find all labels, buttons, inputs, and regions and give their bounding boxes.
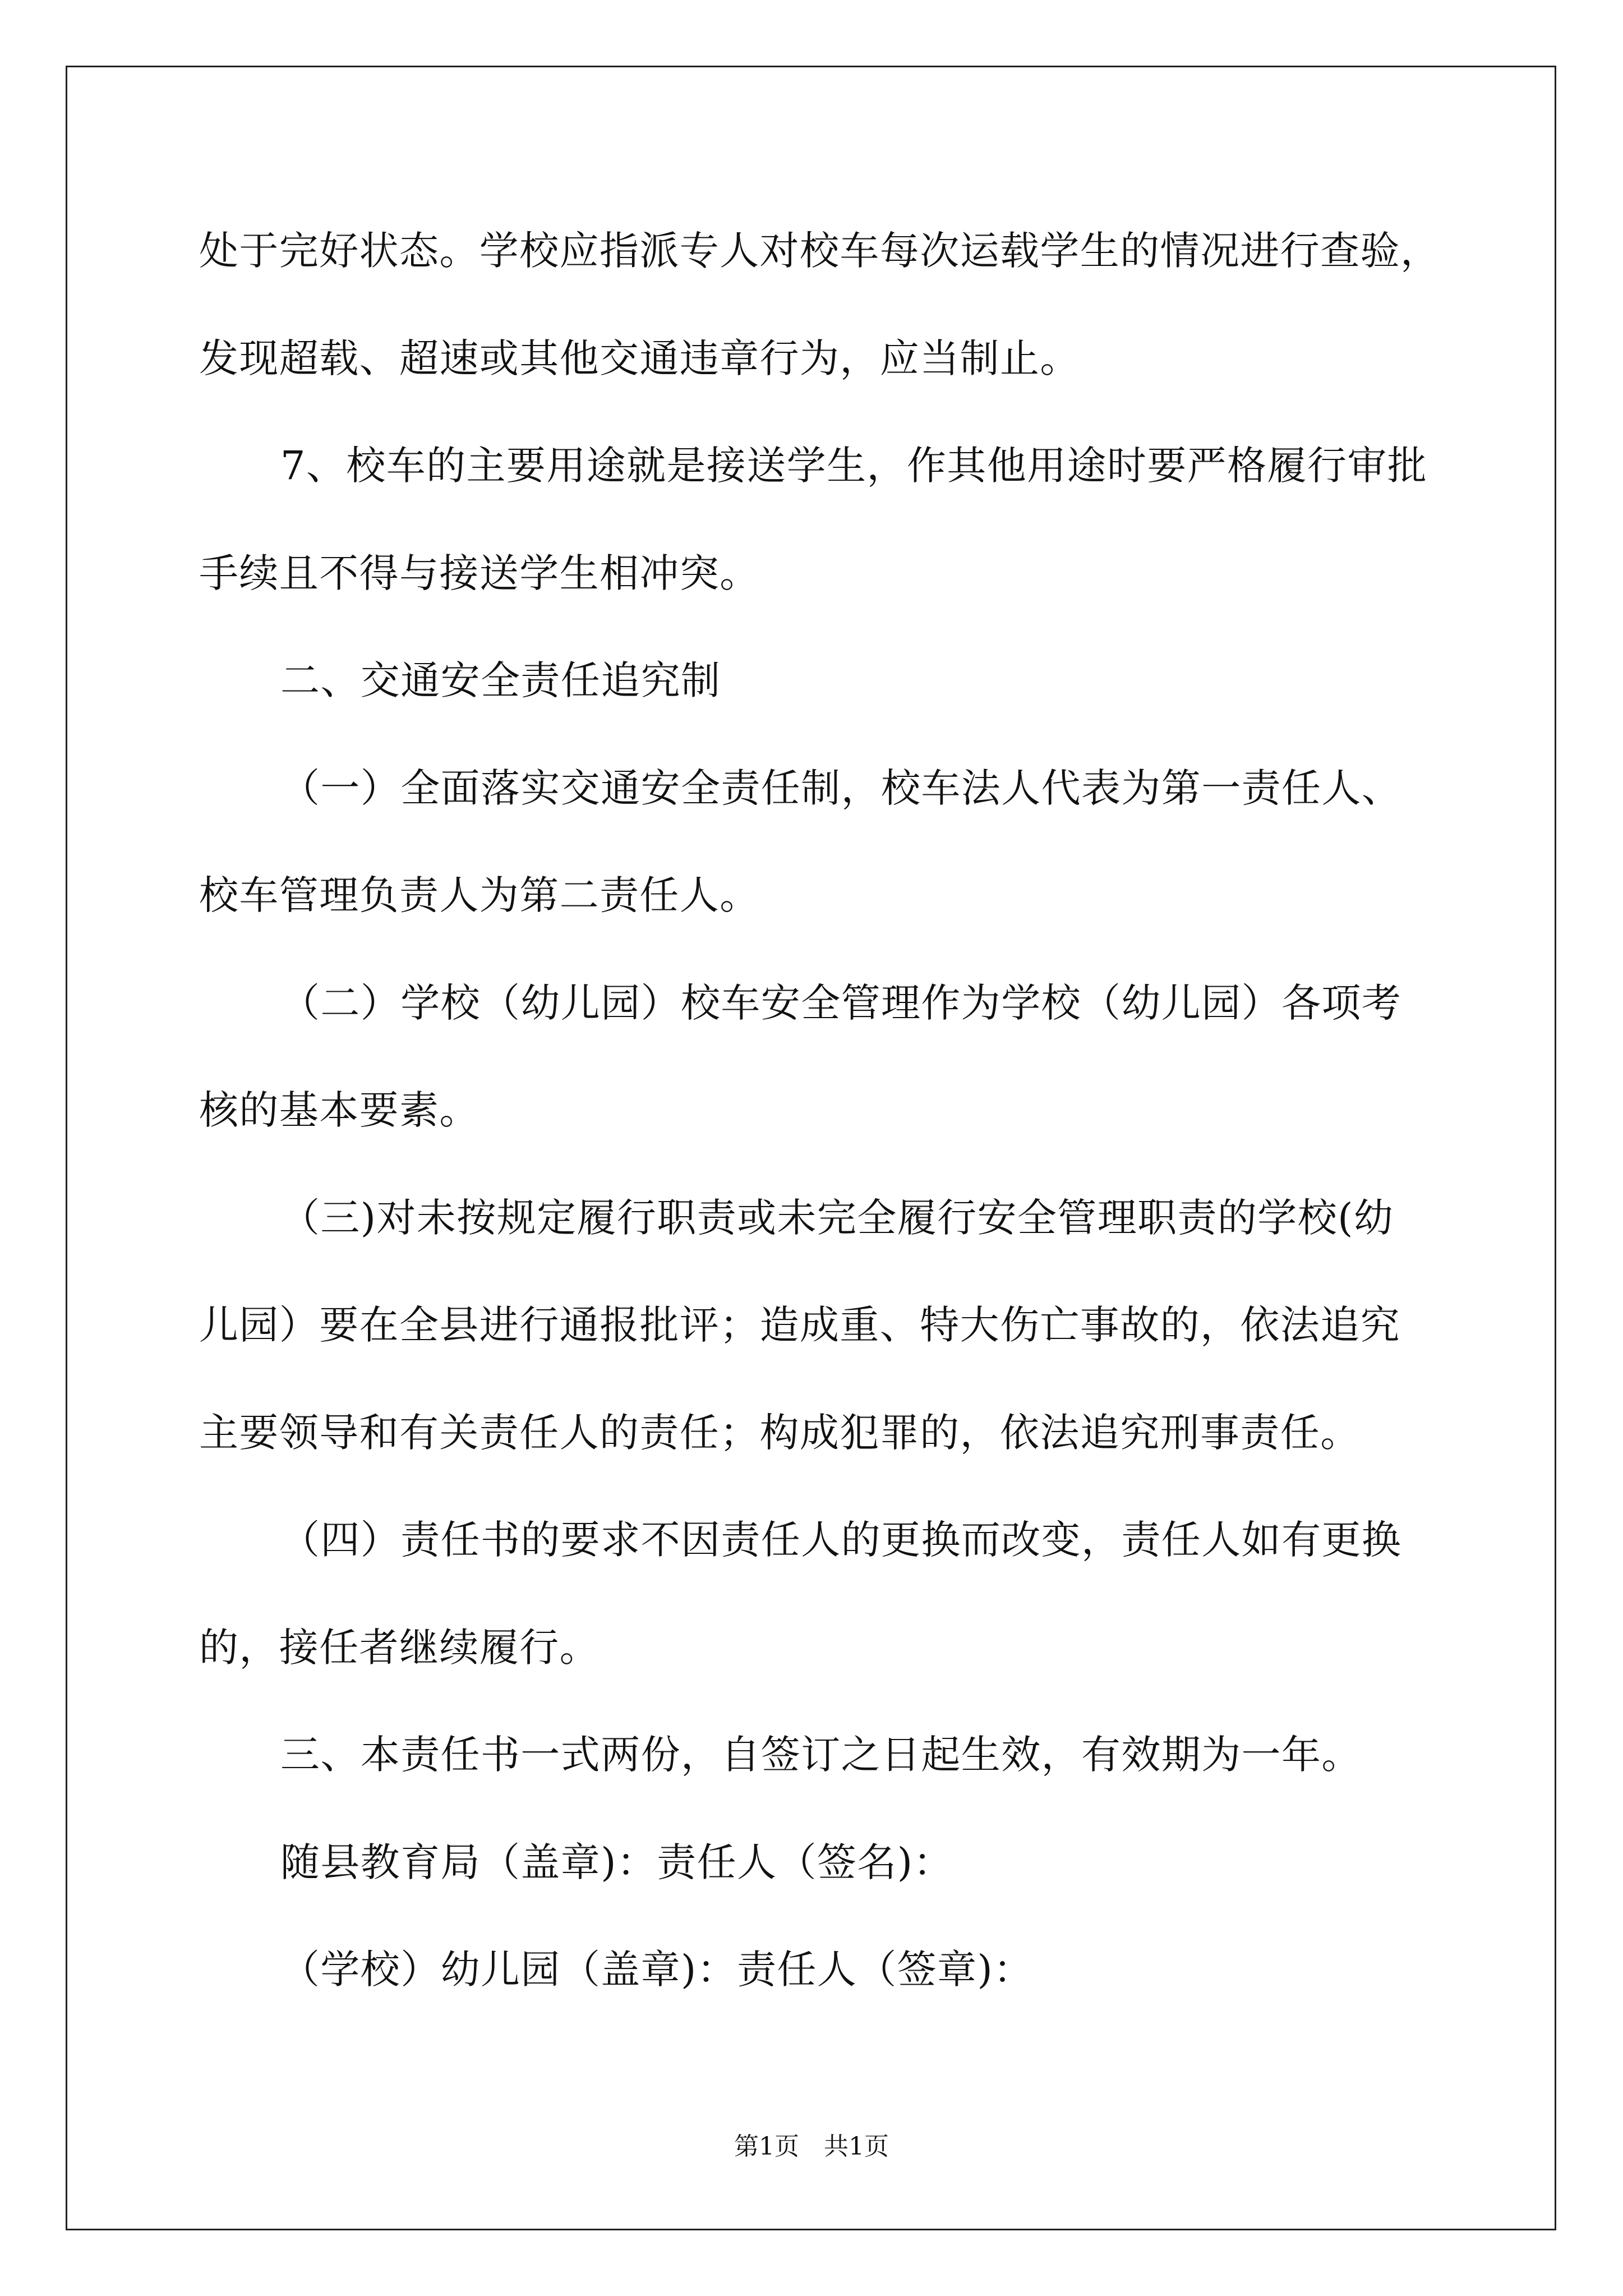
section-heading: 二、交通安全责任追究制 <box>280 657 721 703</box>
signature-line: 随县教育局（盖章)：责任人（签名)： <box>280 1839 953 1885</box>
paragraph-line: 三、本责任书一式两份，自签订之日起生效，有效期为一年。 <box>280 1732 1362 1778</box>
paragraph-line: （二）学校（幼儿园）校车安全管理作为学校（幼儿园）各项考 <box>280 980 1402 1026</box>
paragraph-line: （三)对未按规定履行职责或未完全履行安全管理职责的学校(幼 <box>280 1195 1394 1241</box>
signature-line: （学校）幼儿园（盖章)：责任人（签章)： <box>280 1947 1034 1993</box>
paragraph-line: 的，接任者继续履行。 <box>199 1625 600 1671</box>
paragraph-line: 处于完好状态。学校应指派专人对校车每次运载学生的情况进行查验， <box>199 228 1441 274</box>
page-footer: 第1页 共1页 <box>734 2132 889 2161</box>
paragraph-line: 儿园）要在全县进行通报批评；造成重、特大伤亡事故的，依法追究 <box>199 1302 1400 1348</box>
paragraph-line: 发现超载、超速或其他交通违章行为，应当制止。 <box>199 335 1080 381</box>
paragraph-line: 核的基本要素。 <box>199 1087 479 1133</box>
paragraph-line: （四）责任书的要求不因责任人的更换而改变，责任人如有更换 <box>280 1517 1402 1563</box>
paragraph-line: 主要领导和有关责任人的责任；构成犯罪的，依法追究刑事责任。 <box>199 1410 1361 1456</box>
page-border <box>66 66 1556 2230</box>
paragraph-line: 校车管理负责人为第二责任人。 <box>199 872 760 918</box>
paragraph-line: 7、校车的主要用途就是接送学生，作其他用途时要严格履行审批 <box>280 443 1428 489</box>
paragraph-line: 手续且不得与接送学生相冲突。 <box>199 550 760 596</box>
paragraph-line: （一）全面落实交通安全责任制，校车法人代表为第一责任人、 <box>280 765 1402 811</box>
